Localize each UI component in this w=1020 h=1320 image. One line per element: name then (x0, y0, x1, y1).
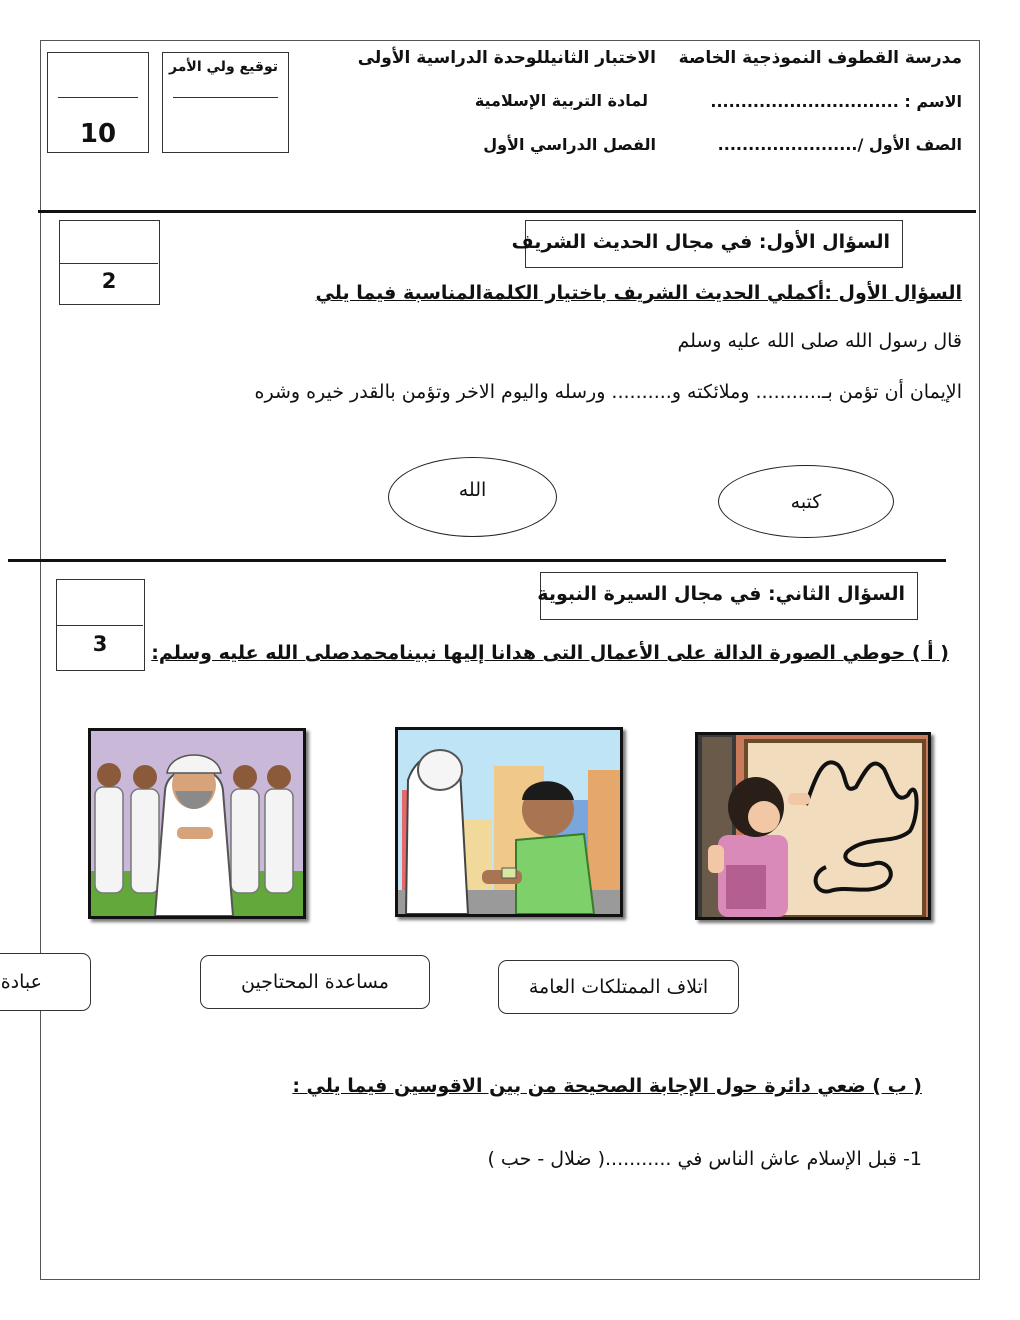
q1-option-kutubih-text: كتبه (790, 490, 822, 513)
subject-label: لمادة التربية الإسلامية (474, 91, 648, 110)
label-worship[interactable] (0, 953, 91, 1011)
total-score: 10 (79, 119, 117, 149)
q2-part-b-instruction: ( ب ) ضعي دائرة حول الإجابة الصحيحة من بين الاقوسين فيما يلي : (292, 1075, 922, 1097)
guardian-signature-label: توقيع ولي الأمر (169, 59, 278, 75)
man-giving-money-picture[interactable] (395, 727, 623, 917)
q1-hadith: الإيمان أن تؤمن بـ........... وملائكته و.......... ورسله واليوم الاخر وتؤمن بالقدر خيره وشره (254, 381, 962, 403)
q2-part-a-instruction: ( أ ) حوطي الصورة الدالة على الأعمال التى هدانا إليها نبينامحمدصلى الله عليه وسلم: (151, 642, 949, 664)
q1-intro: قال رسول الله صلى الله عليه وسلم (677, 330, 962, 352)
q1-mark-divider (60, 263, 158, 264)
q2-title-box (537, 572, 918, 620)
q1-mark-box (59, 220, 160, 305)
q2-mark-box (56, 579, 145, 671)
school-name: مدرسة القطوف النموذجية الخاصة (678, 48, 962, 68)
q1-option-kutubih[interactable] (718, 465, 894, 538)
label-worship-text: عبادة (0, 971, 42, 993)
q1-option-allah[interactable] (388, 457, 557, 537)
girl-drawing-on-door-picture[interactable] (695, 732, 931, 920)
q1-instruction: السؤال الأول :أكملي الحديث الشريف باختيار الكلمةالمناسبة فيما يلي (315, 282, 962, 304)
grade-field[interactable]: الصف الأول /....................... (717, 135, 962, 154)
score-box (47, 52, 149, 153)
label-destroying-public-property-text: اتلاف الممتلكات العامة (528, 976, 709, 998)
guardian-signature-box (162, 52, 289, 153)
q1-mark: 2 (101, 269, 117, 293)
man-giving-money-icon (398, 730, 620, 914)
q1-option-allah-text: الله (458, 479, 487, 501)
name-field[interactable]: الاسم : ............................... (710, 92, 962, 111)
q1-title-box (511, 220, 903, 268)
q2-item-1: 1- قبل الإسلام عاش الناس في ...........( ضلال - حب ) (487, 1148, 922, 1170)
q1-section-title: السؤال الأول: في مجال الحديث الشريف (511, 231, 890, 253)
header-divider (38, 210, 976, 213)
q2-section-title: السؤال الثاني: في مجال السيرة النبوية (537, 583, 905, 605)
signature-line[interactable] (173, 97, 278, 98)
q1-divider (8, 559, 946, 562)
q2-mark: 3 (92, 632, 108, 656)
men-praying-picture[interactable] (88, 728, 306, 919)
semester-label: الفصل الدراسي الأول (483, 135, 656, 154)
men-praying-icon (91, 731, 303, 916)
label-helping-the-needy[interactable] (200, 955, 430, 1009)
label-helping-the-needy-text: مساعدة المحتاجين (240, 971, 389, 993)
q2-mark-divider (57, 625, 143, 626)
test-title: الاختبار الثانيللوحدة الدراسية الأولى (357, 48, 656, 68)
girl-drawing-on-door-icon (698, 735, 928, 917)
label-destroying-public-property[interactable] (498, 960, 739, 1014)
score-line (58, 97, 138, 98)
